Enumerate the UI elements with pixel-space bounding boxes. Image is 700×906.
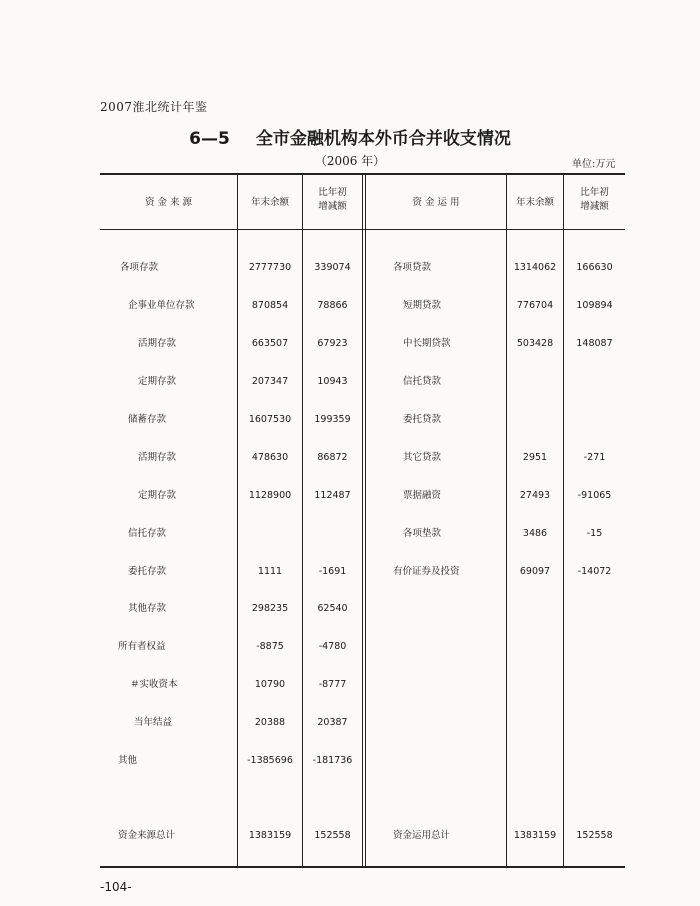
- use-label: 票据融资: [403, 490, 442, 501]
- source-change: 62540: [317, 603, 348, 614]
- source-year-end: 663507: [251, 338, 289, 349]
- source-change: -181736: [312, 755, 353, 766]
- column-rule: [506, 175, 507, 866]
- sources-total-label: 资金来源总计: [118, 830, 176, 841]
- header-sources-year-end: 年末余额: [250, 197, 289, 208]
- use-change: -271: [583, 452, 606, 463]
- table-year: （2006 年）: [314, 154, 386, 168]
- source-change: 67923: [317, 338, 348, 349]
- source-label: 定期存款: [138, 490, 177, 501]
- source-label: 企事业单位存款: [128, 300, 195, 311]
- use-year-end: 776704: [516, 300, 554, 311]
- header-change-line2: 增减额: [580, 200, 609, 212]
- use-label: 各项垫款: [403, 528, 442, 539]
- use-year-end: 503428: [516, 338, 554, 349]
- use-label: 委托贷款: [403, 414, 442, 425]
- use-change: -14072: [577, 566, 612, 577]
- use-label: 其它贷款: [403, 452, 442, 463]
- page-number: -104-: [100, 880, 132, 894]
- source-label: 活期存款: [138, 452, 177, 463]
- use-change: 148087: [576, 338, 613, 349]
- header-sources-change: [303, 186, 362, 214]
- source-label: 活期存款: [138, 338, 177, 349]
- source-label: 各项存款: [120, 262, 159, 273]
- column-rule: [563, 175, 564, 866]
- use-change: 109894: [576, 300, 613, 311]
- source-label: ＃实收资本: [130, 679, 178, 690]
- column-rule-double-b: [365, 175, 366, 866]
- source-change: 20387: [317, 717, 348, 728]
- table-title: [0, 124, 700, 149]
- source-year-end: -8875: [256, 641, 284, 652]
- source-label: 储蓄存款: [128, 414, 167, 425]
- header-change-line1: 比年初: [318, 187, 347, 198]
- source-change: -4780: [318, 641, 347, 652]
- header-uses-year-end: 年末余额: [515, 197, 554, 208]
- header-uses: 资 金 运 用: [412, 197, 460, 208]
- source-year-end: 1111: [257, 566, 283, 577]
- source-year-end: 1607530: [248, 414, 292, 425]
- use-year-end: 69097: [519, 566, 551, 577]
- source-year-end: 1128900: [248, 490, 292, 501]
- source-change: 10943: [317, 376, 348, 387]
- source-label: 定期存款: [138, 376, 177, 387]
- source-change: -1691: [318, 566, 347, 577]
- use-label: 短期贷款: [403, 300, 442, 311]
- source-year-end: 298235: [251, 603, 289, 614]
- source-label: 委托存款: [128, 566, 167, 577]
- yearbook-title: 2007淮北统计年鉴: [100, 100, 208, 114]
- use-change: -15: [586, 528, 603, 539]
- use-label: 有价证券及投资: [393, 566, 460, 577]
- source-label: 信托存款: [128, 528, 167, 539]
- column-rule-double-a: [362, 175, 363, 866]
- header-uses-change: [564, 186, 625, 214]
- source-change: 339074: [314, 262, 351, 273]
- unit-label: 单位:万元: [572, 159, 616, 170]
- table-number: 6—5: [189, 129, 230, 149]
- source-change: 78866: [317, 300, 348, 311]
- use-year-end: 27493: [519, 490, 551, 501]
- source-change: -8777: [318, 679, 347, 690]
- source-label: 所有者权益: [118, 641, 166, 652]
- uses-total-label: 资金运用总计: [393, 830, 451, 841]
- use-year-end: 1314062: [513, 262, 557, 273]
- source-year-end: 478630: [251, 452, 289, 463]
- header-sources: 资 金 来 源: [144, 197, 193, 208]
- header-change-line1: 比年初: [580, 187, 609, 198]
- source-label: 其他: [118, 755, 138, 766]
- sources-total-change: 152558: [314, 830, 351, 841]
- source-year-end: 870854: [251, 300, 289, 311]
- source-change: 112487: [314, 490, 351, 501]
- source-year-end: 207347: [251, 376, 289, 387]
- use-label: 各项贷款: [393, 262, 432, 273]
- use-change: 166630: [576, 262, 613, 273]
- source-year-end: -1385696: [247, 755, 293, 766]
- table-bottom-rule: [100, 866, 625, 868]
- use-label: 信托贷款: [403, 376, 442, 387]
- table-title-text: 全市金融机构本外币合并收支情况: [255, 129, 511, 149]
- use-year-end: 2951: [522, 452, 548, 463]
- header-change-line2: 增减额: [318, 200, 347, 212]
- uses-total-year-end: 1383159: [513, 830, 557, 841]
- source-change: 199359: [314, 414, 351, 425]
- use-change: -91065: [577, 490, 612, 501]
- source-year-end: 2777730: [248, 262, 292, 273]
- source-label: 其他存款: [128, 603, 167, 614]
- source-year-end: 20388: [254, 717, 286, 728]
- source-label: 当年结益: [134, 717, 173, 728]
- sources-total-year-end: 1383159: [248, 830, 292, 841]
- use-label: 中长期贷款: [403, 338, 451, 349]
- source-change: 86872: [317, 452, 348, 463]
- source-year-end: 10790: [254, 679, 286, 690]
- uses-total-change: 152558: [576, 830, 613, 841]
- use-year-end: 3486: [522, 528, 548, 539]
